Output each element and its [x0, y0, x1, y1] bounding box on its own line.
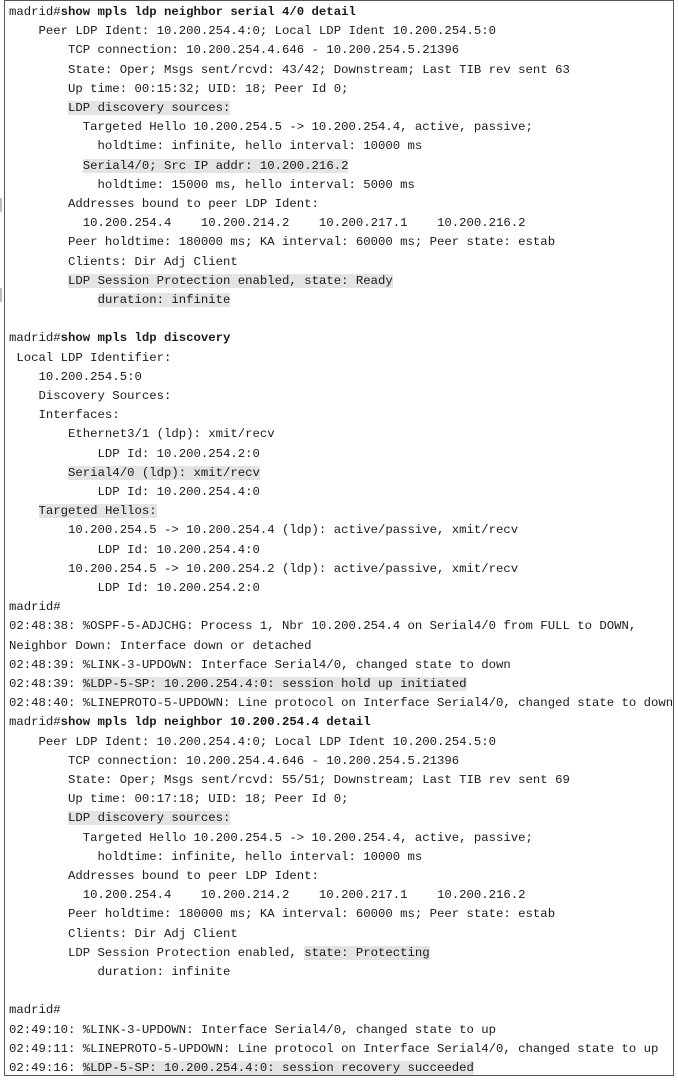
output-line — [9, 675, 467, 694]
line-prefix — [9, 274, 68, 288]
output-line: Addresses bound to peer LDP Ident: — [9, 197, 319, 211]
output-line: Addresses bound to peer LDP Ident: — [9, 869, 319, 883]
output-line: holdtime: 15000 ms, hello interval: 5000 ms — [9, 177, 415, 192]
output-line — [9, 464, 260, 483]
highlighted-text: %LDP-5-SP: 10.200.254.4:0: session hold up initiated — [82, 677, 467, 691]
command-line — [9, 3, 356, 22]
output-line: TCP connection: 10.200.254.4.646 - 10.200.254.5.21396 — [9, 43, 460, 58]
command-line — [9, 329, 230, 348]
output-line: 02:49:10: %LINK-3-UPDOWN: Interface Serial4/0, changed state to up — [9, 1022, 497, 1037]
output-line: Targeted Hello 10.200.254.5 -> 10.200.254.4, active, passive; — [9, 830, 533, 845]
highlighted-text: Serial4/0; Src IP addr: 10.200.216.2 — [82, 158, 349, 173]
output-line: Peer LDP Ident: 10.200.254.4:0; Local LDP Ident 10.200.254.5:0 — [9, 24, 497, 39]
output-line: LDP Id: 10.200.254.2:0 — [9, 446, 260, 461]
output-line: State: Oper; Msgs sent/rcvd: 55/51; Downstream; Last TIB rev sent 69 — [9, 773, 570, 787]
output-line: Targeted Hello 10.200.254.5 -> 10.200.254.4, active, passive; — [9, 120, 533, 135]
margin-mark — [0, 198, 2, 212]
line-prefix — [9, 293, 98, 307]
output-line: 10.200.254.5 -> 10.200.254.4 (ldp): active/passive, xmit/recv — [9, 523, 519, 538]
highlighted-text: Targeted Hellos: — [38, 504, 157, 519]
line-prefix — [9, 466, 68, 480]
command-text: show mpls ldp neighbor serial 4/0 detail — [60, 5, 356, 19]
line-prefix — [9, 101, 68, 115]
highlighted-text: LDP discovery sources: — [68, 811, 231, 826]
output-line: Up time: 00:17:18; UID: 18; Peer Id 0; — [9, 792, 349, 807]
highlighted-text: LDP Session Protection enabled, state: Ready — [68, 273, 393, 288]
output-line — [9, 272, 393, 291]
output-line — [9, 99, 230, 118]
output-line — [9, 809, 230, 828]
prompt: madrid# — [9, 331, 61, 346]
prompt: madrid# — [9, 5, 61, 19]
highlighted-text: LDP discovery sources: — [68, 101, 231, 115]
output-line: Ethernet3/1 (ldp): xmit/recv — [9, 427, 275, 442]
output-line — [9, 1059, 474, 1078]
output-line: Peer holdtime: 180000 ms; KA interval: 60000 ms; Peer state: estab — [9, 235, 556, 250]
output-line: 10.200.254.5 -> 10.200.254.2 (ldp): active/passive, xmit/recv — [9, 561, 519, 576]
output-line: 10.200.254.4 10.200.214.2 10.200.217.1 10.200.216.2 — [9, 888, 526, 903]
output-line: Clients: Dir Adj Client — [9, 926, 238, 941]
output-line: 02:48:40: %LINEPROTO-5-UPDOWN: Line protocol on Interface Serial4/0, changed state to down — [9, 696, 674, 711]
command-line — [9, 713, 371, 732]
output-line: 10.200.254.5:0 — [9, 369, 142, 384]
output-line: 02:48:38: %OSPF-5-ADJCHG: Process 1, Nbr 10.200.254.4 on Serial4/0 from FULL to DOWN, — [9, 619, 637, 634]
output-line — [9, 157, 348, 176]
output-line — [9, 291, 230, 310]
output-line — [9, 502, 157, 521]
output-line: Neighbor Down: Interface down or detached — [9, 638, 312, 653]
line-prefix — [9, 504, 39, 518]
output-line: 02:49:11: %LINEPROTO-5-UPDOWN: Line protocol on Interface Serial4/0, changed state to up — [9, 1041, 659, 1056]
output-line: LDP Id: 10.200.254.4:0 — [9, 542, 260, 557]
output-line: madrid# — [9, 1003, 61, 1018]
output-line: 02:48:39: %LINK-3-UPDOWN: Interface Serial4/0, changed state to down — [9, 657, 511, 672]
output-line: Local LDP Identifier: — [9, 350, 172, 365]
output-line: holdtime: infinite, hello interval: 10000 ms — [9, 849, 423, 864]
highlighted-text: Serial4/0 (ldp): xmit/recv — [68, 465, 260, 480]
output-line: 10.200.254.4 10.200.214.2 10.200.217.1 10.200.216.2 — [9, 216, 526, 231]
output-line: Interfaces: — [9, 408, 120, 423]
output-line: LDP Id: 10.200.254.2:0 — [9, 581, 260, 595]
line-prefix — [9, 811, 68, 825]
output-line: madrid# — [9, 600, 61, 615]
highlighted-text: %LDP-5-SP: 10.200.254.4:0: session recovery succeeded — [82, 1061, 474, 1075]
output-line: Peer holdtime: 180000 ms; KA interval: 60000 ms; Peer state: estab — [9, 907, 556, 922]
output-line: State: Oper; Msgs sent/rcvd: 43/42; Downstream; Last TIB rev sent 63 — [9, 62, 570, 77]
output-line: LDP Id: 10.200.254.4:0 — [9, 485, 260, 499]
output-line: TCP connection: 10.200.254.4.646 - 10.200.254.5.21396 — [9, 753, 460, 768]
command-text: show mpls ldp discovery — [60, 331, 231, 346]
output-line: Peer LDP Ident: 10.200.254.4:0; Local LDP Ident 10.200.254.5:0 — [9, 734, 497, 749]
line-prefix — [9, 159, 83, 173]
line-prefix: 02:48:39: — [9, 677, 83, 691]
prompt: madrid# — [9, 715, 61, 730]
output-line — [9, 944, 430, 963]
output-line: Up time: 00:15:32; UID: 18; Peer Id 0; — [9, 81, 349, 96]
output-line: Discovery Sources: — [9, 389, 172, 403]
output-line: Clients: Dir Adj Client — [9, 254, 238, 269]
output-line: duration: infinite — [9, 965, 231, 979]
line-prefix: 02:49:16: — [9, 1061, 83, 1075]
line-prefix: LDP Session Protection enabled, — [9, 945, 305, 960]
margin-mark — [0, 288, 2, 302]
output-line: holdtime: infinite, hello interval: 10000 ms — [9, 139, 423, 154]
command-text: show mpls ldp neighbor 10.200.254.4 detail — [60, 715, 371, 730]
highlighted-text: state: Protecting — [304, 945, 430, 960]
highlighted-text: duration: infinite — [97, 293, 231, 307]
